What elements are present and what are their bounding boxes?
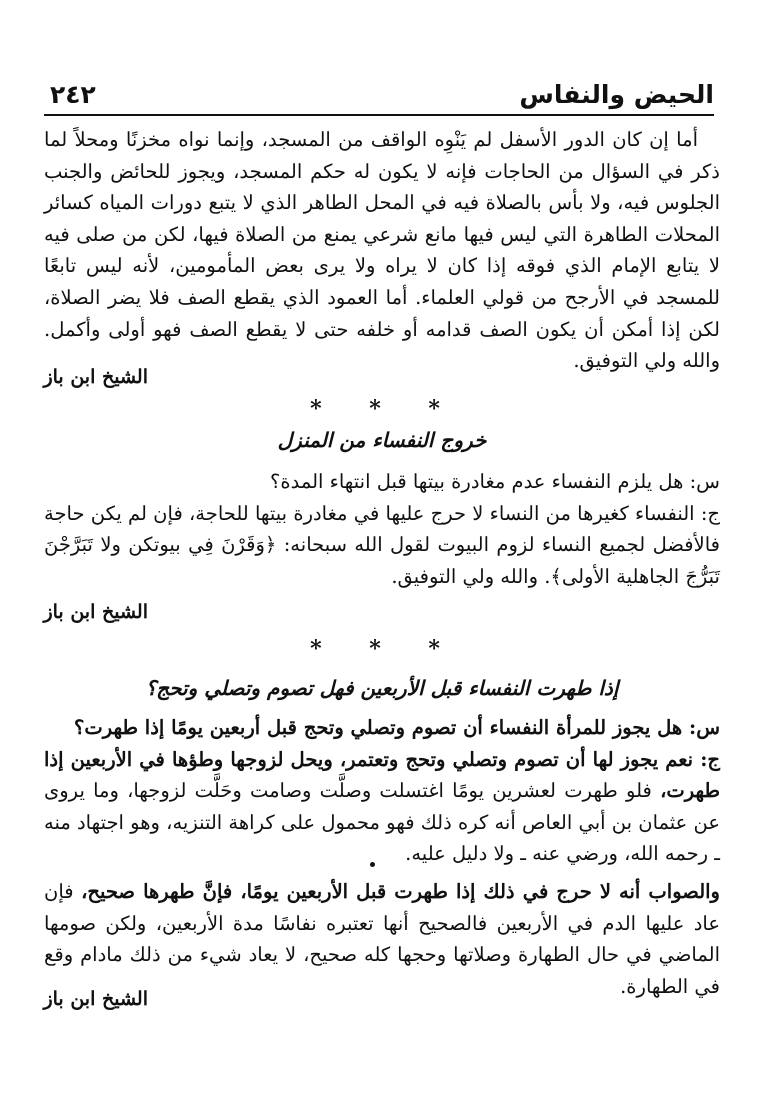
section3-question: س: هل يجوز للمرأة النفساء أن تصوم وتصلي وتحج قبل أربعين يومًا إذا طهرت؟	[74, 716, 720, 739]
page-header	[44, 80, 714, 116]
section3-heading: إذا طهرت النفساء قبل الأربعين فهل تصوم وتصلي وتحج؟	[145, 676, 619, 700]
section2-body	[44, 466, 720, 592]
section2-answer: ج: النفساء كغيرها من النساء لا حرج عليها في مغادرة بيتها للحاجة، فإن لم يكن حاجة فالأفضل لجميع النساء لزوم البيوت لقول الله سبحانه: ﴿وَقَرْنَ فِي بيوتكن ولا تَبَرَّجْنَ تَبَرُّجَ الجاهلية الأولى﴾. والله ولي التوفيق.	[44, 501, 720, 588]
section3-answer-rest: فلو طهرت لعشرين يومًا اغتسلت وصلَّت وصامت وحَلَّت لزوجها، وما يروى عن عثمان بن أبي العاص أنه كره ذلك فهو محمول على كراهة التنزيه، وهو اجتهاد منه ـ رحمه الله، ورضي عنه ـ ولا دليل عليه.	[44, 779, 720, 866]
section3-answer	[44, 744, 720, 870]
section3-author: الشيخ ابن باز	[43, 988, 148, 1010]
section2-question: س: هل يلزم النفساء عدم مغادرة بيتها قبل انتهاء المدة؟	[270, 470, 720, 493]
section3-conclusion	[44, 876, 720, 1002]
section1-body	[44, 124, 720, 377]
separator-2: * * *	[310, 636, 460, 662]
section2-heading: خروج النفساء من المنزل	[277, 428, 487, 452]
section3-conclusion-lead: والصواب أنه لا حرج في ذلك إذا طهرت قبل الأربعين يومًا، فإنَّ طهرها صحيح،	[81, 879, 720, 903]
section2-author: الشيخ ابن باز	[43, 601, 148, 623]
section3-body	[44, 712, 720, 1002]
section3-conclusion-rest: فإن عاد عليها الدم في الأربعين فالصحيح أنها تعتبره نفاسًا مدة الأربعين، ولكن صومها الماضي في حال الطهارة وصلاتها وحجها كله صحيح، لا يعاد شيء من ذلك مادام وقع في الطهارة.	[44, 879, 720, 998]
page-number: ٢٤٢	[50, 80, 96, 109]
section3-answer-lead: ج: نعم يجوز لها أن تصوم وتصلي وتحج وتعتمر، ويحل لزوجها وطؤها في الأربعين إذا طهرت،	[44, 747, 720, 803]
ink-dot	[370, 862, 375, 867]
section1-author: الشيخ ابن باز	[43, 366, 148, 388]
section1-paragraph: أما إن كان الدور الأسفل لم يَنْوِه الواقف من المسجد، وإنما نواه مخزنًا ومحلاً لما ذكر في السؤال من الحاجات فإنه لا يكون له حكم المسجد، ويجوز للحائض والجنب الجلوس فيه، ولا بأس بالصلاة فيه في المحل الطاهر الذي لا يتبع دورات المياه كسائر المحلات الطاهرة التي ليس فيها مانع شرعي يمنع من الصلاة فيها، لكن من صلى فيه لا يتابع الإمام الذي فوقه إذا كان لا يراه ولا يرى بعض المأمومين، لأنه ليس تابعًا للمسجد في الأرجح من قولي العلماء. أما العمود الذي يقطع الصف فلا يضر الصلاة، لكن إذا أمكن أن يكون الصف قدامه أو خلفه حتى لا يقطع الصف فهو أولى وأكمل. والله ولي التوفيق.	[44, 128, 720, 373]
running-title: الحيض والنفاس	[519, 80, 714, 109]
separator-1: * * *	[310, 396, 460, 422]
